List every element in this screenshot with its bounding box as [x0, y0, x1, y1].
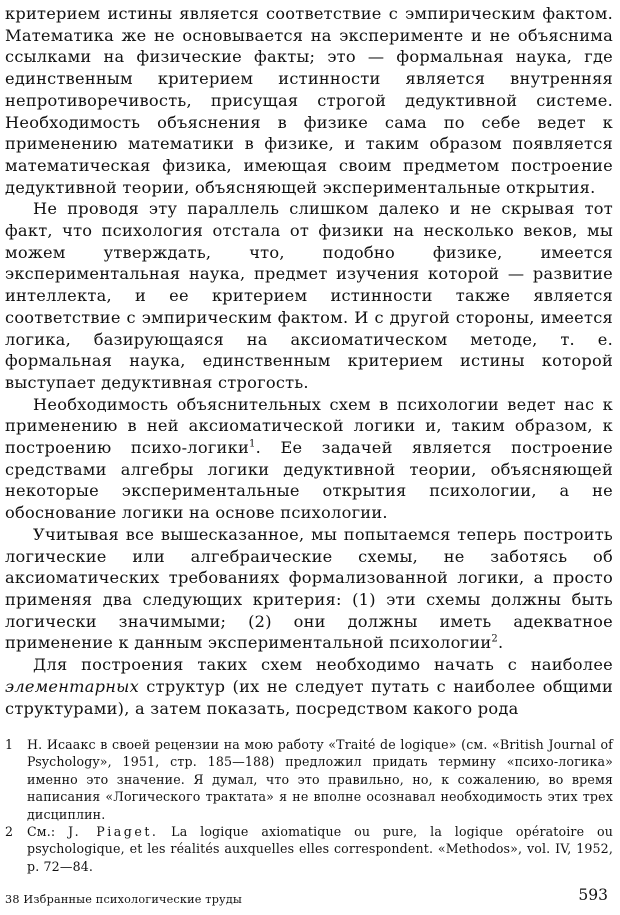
- footnote-1-mark: 1: [5, 737, 14, 752]
- paragraph-1-text: критерием истины является соответствие с эмпирическим фактом. Математика же не основывается на эксперименте и не объяснима ссылками на физические факты; это — формальная наука, где единственным критерием истинности является внутренняя непротиворечивость, присущая строгой дедуктивной системе. Необходимость объяснения в физике сама по себе ведет к применению математики в физике, и таким образом появляется математическая физика, имеющая своим предметом построение дедуктивной теории, объясняющей экспериментальные открытия.: [5, 4, 613, 197]
- paragraph-3-text-after: . Ее задачей является построение средствами алгебры логики дедуктивной теории, объясняющей некоторые экспериментальные открытия психологии, а не обоснование логики на основе психологии.: [5, 438, 613, 523]
- paragraph-5-italic: элементарных: [5, 676, 139, 696]
- paragraph-2-text: Не проводя эту параллель слишком далеко и не скрывая тот факт, что психология отстала от физики на несколько веков, мы можем утверждать, что, подобно физике, имеется экспериментальная наука, предмет изучения которой — развитие интеллекта, и ее критерием истинности также является соответствие с эмпирическим фактом. И с другой стороны, имеется логика, базирующаяся на аксиоматическом методе, т. е. формальная наука, единственным критерием истины которой выступает дедуктивная строгость.: [5, 199, 613, 392]
- footnote-1: [5, 736, 613, 823]
- paragraph-4-text-before: Учитывая все вышесказанное, мы попытаемся теперь построить логические или алгебраические схемы, не заботясь об аксиоматических требованиях формализованной логики, а просто применяя два следующих критерия: (1) эти схемы должны быть логически значимыми; (2) они должны иметь адекватное применение к данным экспериментальной психологии: [5, 524, 613, 653]
- paragraph-3-text-before: Необходимость объяснительных схем в психологии ведет нас к применению в ней аксиоматической логики и, таким образом, к построению психо-логики: [5, 394, 613, 458]
- footnote-ref-1: 1: [249, 438, 256, 450]
- paragraph-5: [5, 654, 613, 719]
- paragraph-1: [5, 3, 613, 198]
- footnote-2-text: La logique axiomatique ou pure, la logique opératoire ou psychologique, et les réalités auxquelles elles correspondent. «Methodos», vol. IV, 1952, p. 72—84.: [27, 824, 613, 874]
- page-number: 593: [578, 886, 608, 904]
- footnote-2-author: J. Piaget.: [68, 824, 159, 840]
- paragraph-4-text-after: .: [498, 633, 504, 653]
- footnote-2-prefix: См.:: [27, 824, 69, 840]
- footnote-2-mark: 2: [5, 824, 14, 840]
- paragraph-3: [5, 394, 613, 524]
- footnotes: [5, 736, 613, 875]
- running-footer: 38 Избранные психологические труды: [5, 893, 243, 906]
- paragraph-2: [5, 198, 613, 393]
- paragraph-4: [5, 524, 613, 654]
- footnote-ref-2: 2: [491, 634, 499, 645]
- main-text: [5, 3, 613, 719]
- footnote-2: [5, 823, 613, 875]
- paragraph-5-text-after: структур (их не следует путать с наиболее общими структурами), а затем показать, посредством какого рода: [5, 676, 613, 718]
- paragraph-5-text-before: Для построения таких схем необходимо начать с наиболее: [33, 655, 613, 675]
- footnote-1-text: Н. Исаакс в своей рецензии на мою работу «Traité de logique» (см. «British Journal of Psychology», 1951, стр. 185—188) предложил придать термину «психо-логика» именно это значение. Я думал, что это правильно, но, к сожалению, во время написания «Логического трактата» я не вполне осознавал необходимость этих трех дисциплин.: [27, 737, 613, 822]
